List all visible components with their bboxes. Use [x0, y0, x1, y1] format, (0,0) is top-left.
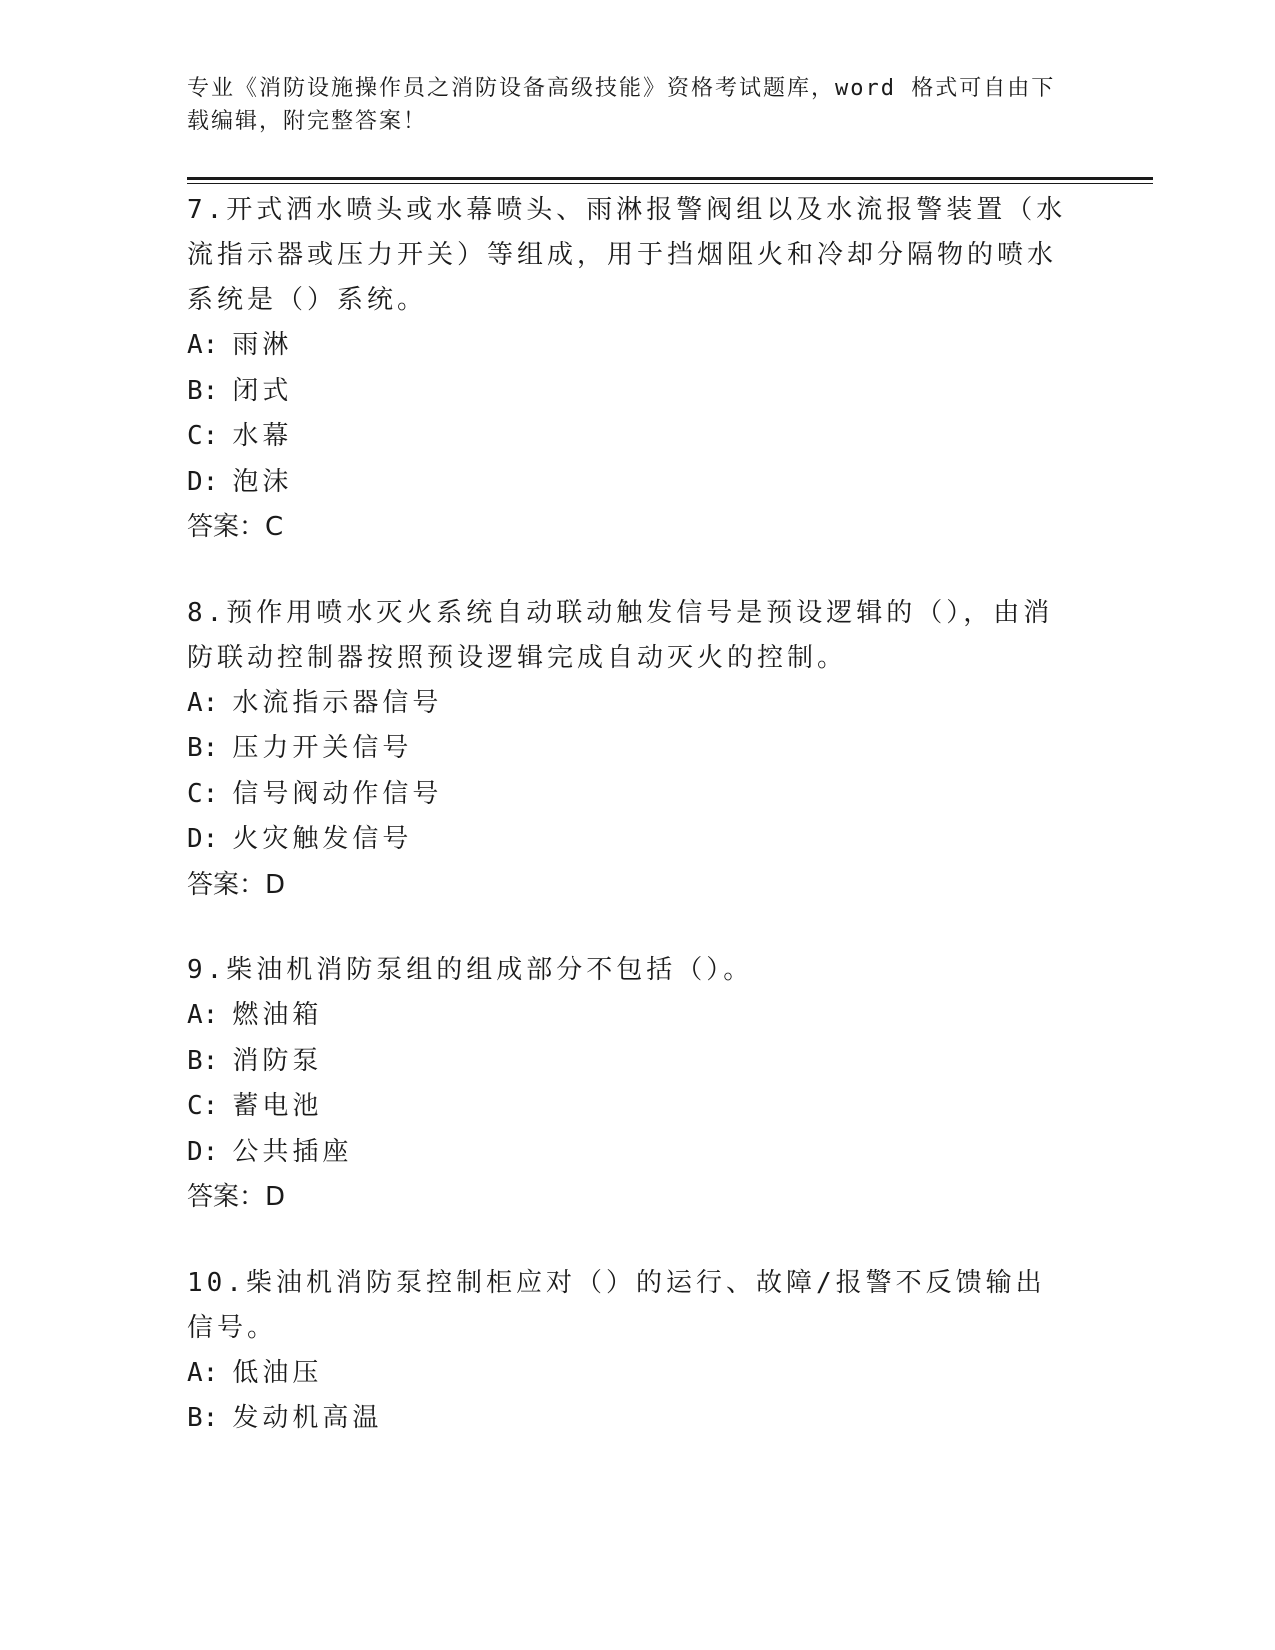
option-letter: A: [187, 687, 219, 718]
header-divider-thick [187, 177, 1153, 180]
question-stem: 8.预作用喷水灭火系统自动联动触发信号是预设逻辑的（），由消防联动控制器按照预设逻辑完成自动灭火的控制。 [187, 597, 1054, 673]
option-text: 消防泵 [232, 1045, 323, 1076]
option-a [187, 323, 1067, 369]
option-letter: C: [187, 1091, 219, 1121]
option-letter: A: [187, 1357, 219, 1388]
option-letter: B: [187, 733, 219, 763]
question-stem: 7.开式洒水喷头或水幕喷头、雨淋报警阀组以及水流报警装置（水流指示器或压力开关）等组成，用于挡烟阻火和冷却分隔物的喷水系统是（）系统。 [187, 195, 1067, 315]
option-text: 闭式 [232, 375, 293, 406]
option-text: 泡沫 [232, 466, 293, 497]
question-list [187, 188, 1067, 1442]
option-text: 火灾触发信号 [232, 824, 413, 854]
option-letter: D: [187, 466, 219, 497]
option-text: 燃油箱 [232, 1000, 323, 1030]
question-9 [187, 948, 1067, 1221]
option-letter: B: [187, 1045, 219, 1076]
option-text: 低油压 [232, 1357, 323, 1388]
option-c [187, 414, 1067, 460]
question-8 [187, 591, 1067, 909]
option-text: 水流指示器信号 [232, 687, 443, 718]
option-d [187, 1130, 1067, 1176]
option-letter: B: [187, 375, 219, 406]
option-a [187, 1351, 1067, 1397]
option-text: 雨淋 [232, 330, 293, 360]
header-divider-thin [187, 183, 1153, 184]
option-letter: D: [187, 1136, 219, 1167]
answer-line: 答案：D [187, 1182, 286, 1212]
option-d [187, 817, 1067, 863]
question-7 [187, 188, 1067, 551]
option-letter: D: [187, 824, 219, 854]
option-letter: C: [187, 421, 219, 451]
answer-line: 答案：C [187, 512, 284, 542]
document-intro: 专业《消防设施操作员之消防设备高级技能》资格考试题库，word 格式可自由下载编辑，附完整答案！ [187, 76, 1056, 134]
option-c [187, 772, 1067, 818]
question-stem: 10.柴油机消防泵控制柜应对（）的运行、故障/报警不反馈输出信号。 [187, 1267, 1046, 1343]
option-letter: C: [187, 778, 219, 809]
option-c [187, 1084, 1067, 1130]
option-a [187, 993, 1067, 1039]
answer-line: 答案：D [187, 869, 286, 900]
question-stem: 9.柴油机消防泵组的组成部分不包括（）。 [187, 955, 754, 985]
option-d [187, 460, 1067, 506]
option-b [187, 726, 1067, 772]
option-text: 发动机高温 [232, 1403, 383, 1433]
option-text: 压力开关信号 [232, 733, 413, 763]
option-b [187, 369, 1067, 415]
option-b [187, 1396, 1067, 1442]
option-letter: A: [187, 330, 219, 360]
option-letter: A: [187, 1000, 219, 1030]
option-text: 蓄电池 [232, 1091, 323, 1121]
option-text: 信号阀动作信号 [232, 778, 443, 809]
option-text: 水幕 [232, 421, 293, 451]
option-a [187, 681, 1067, 727]
option-text: 公共插座 [232, 1136, 353, 1167]
option-b [187, 1039, 1067, 1085]
question-10 [187, 1261, 1067, 1442]
option-letter: B: [187, 1403, 219, 1433]
